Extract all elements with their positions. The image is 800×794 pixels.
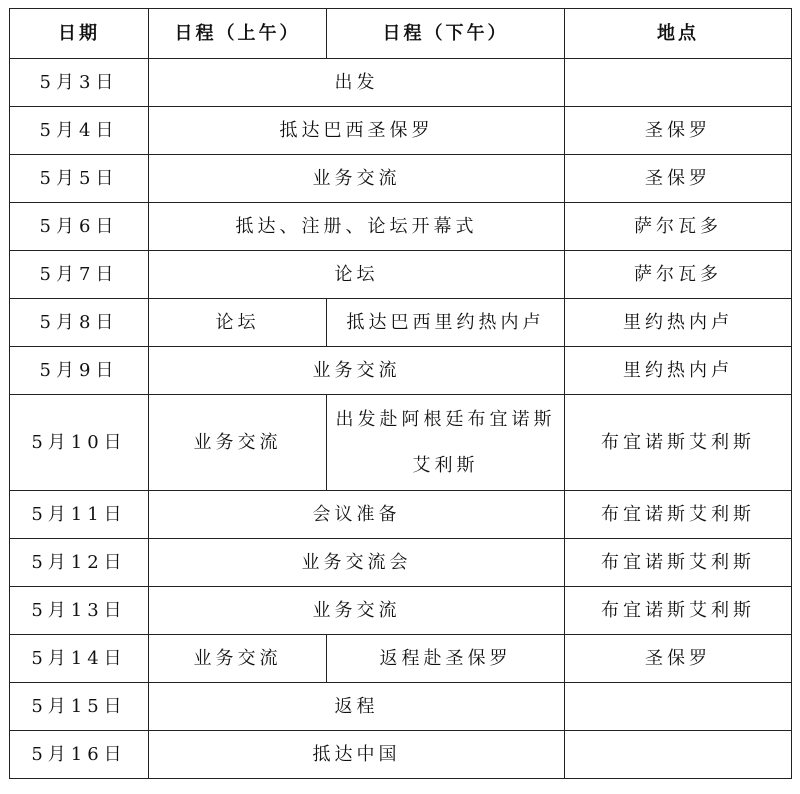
- cell-date: 5月7日: [10, 251, 149, 299]
- cell-date: 5月3日: [10, 59, 149, 107]
- cell-schedule: 出发: [149, 59, 565, 107]
- cell-date: 5月15日: [10, 683, 149, 731]
- cell-schedule: 抵达中国: [149, 731, 565, 779]
- table-row: [10, 539, 792, 587]
- cell-date: 5月10日: [10, 395, 149, 491]
- cell-location: 萨尔瓦多: [565, 251, 792, 299]
- cell-location: 布宜诺斯艾利斯: [565, 539, 792, 587]
- cell-location: 圣保罗: [565, 635, 792, 683]
- table-row: [10, 347, 792, 395]
- cell-location: 圣保罗: [565, 107, 792, 155]
- cell-location: 萨尔瓦多: [565, 203, 792, 251]
- table-row: [10, 395, 792, 491]
- table-row: [10, 683, 792, 731]
- cell-schedule: 返程: [149, 683, 565, 731]
- cell-schedule: 业务交流: [149, 155, 565, 203]
- cell-date: 5月9日: [10, 347, 149, 395]
- header-date: 日期: [10, 9, 149, 59]
- cell-date: 5月12日: [10, 539, 149, 587]
- cell-schedule-pm: 返程赴圣保罗: [327, 635, 565, 683]
- cell-location: [565, 59, 792, 107]
- cell-location: [565, 683, 792, 731]
- cell-schedule-pm: 出发赴阿根廷布宜诺斯艾利斯: [327, 395, 565, 491]
- cell-location: 里约热内卢: [565, 347, 792, 395]
- table-row: [10, 203, 792, 251]
- cell-location: 布宜诺斯艾利斯: [565, 395, 792, 491]
- schedule-table: [9, 8, 792, 779]
- cell-schedule-pm: 抵达巴西里约热内卢: [327, 299, 565, 347]
- cell-schedule: 论坛: [149, 251, 565, 299]
- cell-schedule: 会议准备: [149, 491, 565, 539]
- table-row: [10, 635, 792, 683]
- cell-date: 5月16日: [10, 731, 149, 779]
- table-row: [10, 251, 792, 299]
- header-schedule-pm: 日程（下午）: [327, 9, 565, 59]
- header-location: 地点: [565, 9, 792, 59]
- cell-schedule: 业务交流: [149, 587, 565, 635]
- cell-schedule-am: 论坛: [149, 299, 327, 347]
- cell-schedule: 业务交流: [149, 347, 565, 395]
- cell-date: 5月6日: [10, 203, 149, 251]
- header-schedule-am: 日程（上午）: [149, 9, 327, 59]
- cell-date: 5月8日: [10, 299, 149, 347]
- table-row: [10, 299, 792, 347]
- cell-location: 布宜诺斯艾利斯: [565, 491, 792, 539]
- cell-schedule: 业务交流会: [149, 539, 565, 587]
- cell-location: 里约热内卢: [565, 299, 792, 347]
- table-row: [10, 59, 792, 107]
- header-row: [10, 9, 792, 59]
- cell-schedule: 抵达巴西圣保罗: [149, 107, 565, 155]
- table-row: [10, 107, 792, 155]
- cell-date: 5月4日: [10, 107, 149, 155]
- table-row: [10, 731, 792, 779]
- cell-date: 5月5日: [10, 155, 149, 203]
- table-row: [10, 491, 792, 539]
- table-row: [10, 587, 792, 635]
- cell-location: [565, 731, 792, 779]
- cell-date: 5月14日: [10, 635, 149, 683]
- cell-schedule-am: 业务交流: [149, 635, 327, 683]
- cell-schedule: 抵达、注册、论坛开幕式: [149, 203, 565, 251]
- cell-location: 布宜诺斯艾利斯: [565, 587, 792, 635]
- cell-location: 圣保罗: [565, 155, 792, 203]
- cell-schedule-am: 业务交流: [149, 395, 327, 491]
- table-row: [10, 155, 792, 203]
- cell-date: 5月13日: [10, 587, 149, 635]
- cell-date: 5月11日: [10, 491, 149, 539]
